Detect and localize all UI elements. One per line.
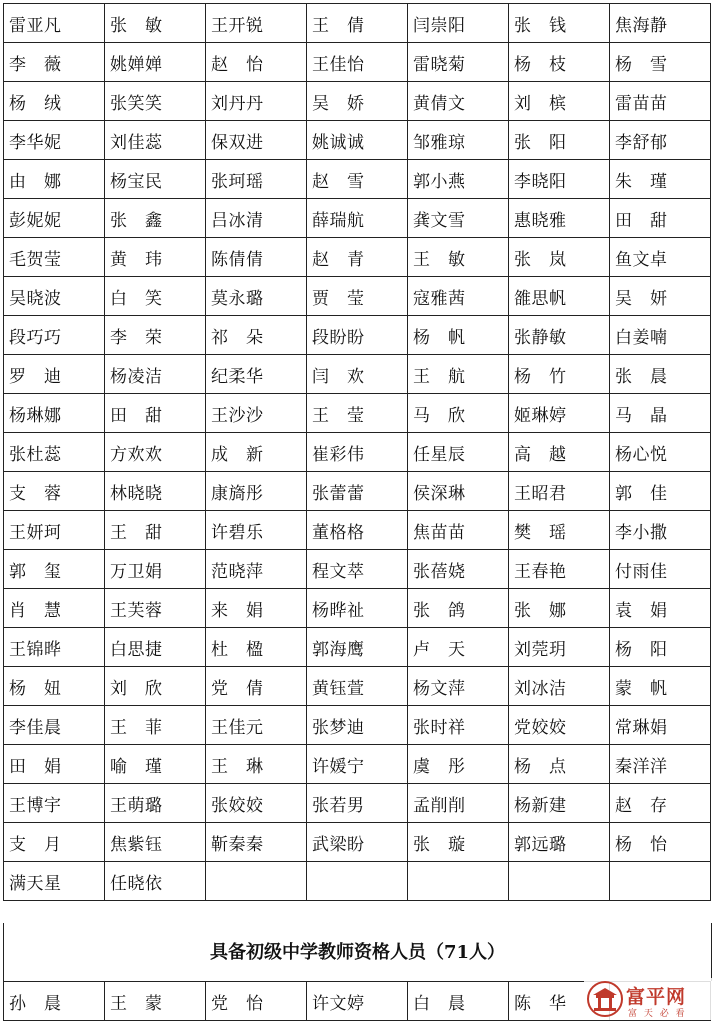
name-cell: 郭小燕 [408, 160, 509, 199]
name-cell: 杨琳娜 [4, 394, 105, 433]
name-cell: 惠晓雅 [509, 199, 610, 238]
name-cell [206, 862, 307, 901]
name-cell [509, 862, 610, 901]
name-cell: 杨文萍 [408, 667, 509, 706]
name-cell: 田 甜 [610, 199, 711, 238]
name-cell: 刘冰洁 [509, 667, 610, 706]
name-cell: 卢 天 [408, 628, 509, 667]
name-cell: 吴 妍 [610, 277, 711, 316]
name-cell: 杨 点 [509, 745, 610, 784]
name-cell: 王 甜 [105, 511, 206, 550]
name-cell: 杨 妞 [4, 667, 105, 706]
name-cell: 白思捷 [105, 628, 206, 667]
name-cell: 杨新建 [509, 784, 610, 823]
table-row [4, 355, 711, 394]
name-cell: 许文婷 [307, 982, 408, 1021]
name-cell: 杨心悦 [610, 433, 711, 472]
name-cell: 王 倩 [307, 4, 408, 43]
name-cell: 崔彩伟 [307, 433, 408, 472]
table-row [4, 628, 711, 667]
table-row [4, 160, 711, 199]
name-cell: 刘丹丹 [206, 82, 307, 121]
name-cell: 来 娟 [206, 589, 307, 628]
table-row [4, 589, 711, 628]
name-cell: 任星辰 [408, 433, 509, 472]
name-cell: 秦洋洋 [610, 745, 711, 784]
name-cell: 李舒郁 [610, 121, 711, 160]
name-cell: 王 菲 [105, 706, 206, 745]
name-cell: 程文萃 [307, 550, 408, 589]
name-cell: 王 莹 [307, 394, 408, 433]
name-cell: 雷苗苗 [610, 82, 711, 121]
name-cell: 段盼盼 [307, 316, 408, 355]
name-cell: 鱼文卓 [610, 238, 711, 277]
table-row [4, 394, 711, 433]
name-cell: 白 笑 [105, 277, 206, 316]
name-cell: 吴晓波 [4, 277, 105, 316]
name-cell: 支 蓉 [4, 472, 105, 511]
name-cell: 陈倩倩 [206, 238, 307, 277]
name-cell: 方欢欢 [105, 433, 206, 472]
name-cell: 张 阳 [509, 121, 610, 160]
name-cell: 王萌璐 [105, 784, 206, 823]
name-cell: 党 怡 [206, 982, 307, 1021]
pavilion-icon [586, 981, 624, 1017]
table-row [4, 433, 711, 472]
name-cell: 高 越 [509, 433, 610, 472]
name-cell: 薛瑞航 [307, 199, 408, 238]
name-cell: 杨 阳 [610, 628, 711, 667]
name-cell: 满天星 [4, 862, 105, 901]
name-cell: 李小撒 [610, 511, 711, 550]
name-cell: 杨 枝 [509, 43, 610, 82]
section-title: 具备初级中学教师资格人员（71人） [3, 923, 712, 981]
name-cell: 罗 迪 [4, 355, 105, 394]
name-cell: 姬琳婷 [509, 394, 610, 433]
name-cell: 雷晓菊 [408, 43, 509, 82]
name-cell: 杨 绒 [4, 82, 105, 121]
name-cell: 靳秦秦 [206, 823, 307, 862]
table-row [4, 277, 711, 316]
name-cell: 毛贺莹 [4, 238, 105, 277]
name-cell: 李 薇 [4, 43, 105, 82]
name-cell: 李佳晨 [4, 706, 105, 745]
watermark-logo [584, 978, 712, 1020]
name-cell: 杨 雪 [610, 43, 711, 82]
name-cell: 吴 娇 [307, 82, 408, 121]
name-cell: 刘莞玥 [509, 628, 610, 667]
name-cell: 姚诚诚 [307, 121, 408, 160]
table-row [4, 706, 711, 745]
name-cell: 杜 楹 [206, 628, 307, 667]
name-cell: 贾 莹 [307, 277, 408, 316]
name-cell: 张 璇 [408, 823, 509, 862]
name-cell: 王开锐 [206, 4, 307, 43]
name-cell: 肖 慧 [4, 589, 105, 628]
table-row [4, 199, 711, 238]
table-row [4, 82, 711, 121]
table-row [4, 511, 711, 550]
name-cell: 虞 彤 [408, 745, 509, 784]
name-cell: 杨 怡 [610, 823, 711, 862]
name-cell: 张 钱 [509, 4, 610, 43]
name-cell: 保双进 [206, 121, 307, 160]
name-cell: 康旖彤 [206, 472, 307, 511]
name-cell: 张杜蕊 [4, 433, 105, 472]
name-cell: 赵 存 [610, 784, 711, 823]
name-cell: 邹雅琼 [408, 121, 509, 160]
name-cell: 张 岚 [509, 238, 610, 277]
name-cell: 张 晨 [610, 355, 711, 394]
name-cell: 寇雅茜 [408, 277, 509, 316]
name-cell: 许媛宁 [307, 745, 408, 784]
name-cell: 张 鑫 [105, 199, 206, 238]
name-cell: 张静敏 [509, 316, 610, 355]
table-row [4, 862, 711, 901]
name-cell: 张蓓娆 [408, 550, 509, 589]
table-row [4, 472, 711, 511]
name-cell: 孙 晨 [4, 982, 105, 1021]
name-cell: 焦紫钰 [105, 823, 206, 862]
name-cell: 张若男 [307, 784, 408, 823]
name-cell: 张时祥 [408, 706, 509, 745]
name-cell: 黄钰萱 [307, 667, 408, 706]
name-cell: 王昭君 [509, 472, 610, 511]
name-cell: 喻 瑾 [105, 745, 206, 784]
name-cell: 郭 玺 [4, 550, 105, 589]
name-cell: 杨 帆 [408, 316, 509, 355]
name-cell: 郭 佳 [610, 472, 711, 511]
table-row [4, 121, 711, 160]
table-row [4, 667, 711, 706]
name-cell: 王妍珂 [4, 511, 105, 550]
name-cell: 焦苗苗 [408, 511, 509, 550]
name-cell: 李华妮 [4, 121, 105, 160]
table-row [4, 550, 711, 589]
name-cell: 赵 雪 [307, 160, 408, 199]
name-cell: 张珂瑶 [206, 160, 307, 199]
name-cell: 王锦晔 [4, 628, 105, 667]
name-cell: 张 娜 [509, 589, 610, 628]
table-row [4, 745, 711, 784]
name-cell: 李 荣 [105, 316, 206, 355]
name-cell: 闫 欢 [307, 355, 408, 394]
name-cell: 任晓依 [105, 862, 206, 901]
name-cell: 武梁盼 [307, 823, 408, 862]
name-cell: 刘 槟 [509, 82, 610, 121]
name-cell: 赵 青 [307, 238, 408, 277]
name-cell: 龚文雪 [408, 199, 509, 238]
name-cell [408, 862, 509, 901]
name-cell: 陈 华 [509, 982, 610, 1021]
name-cell: 杨 竹 [509, 355, 610, 394]
name-cell: 樊 瑶 [509, 511, 610, 550]
name-cell: 许碧乐 [206, 511, 307, 550]
name-cell: 王芙蓉 [105, 589, 206, 628]
name-cell: 吕冰清 [206, 199, 307, 238]
name-cell: 由 娜 [4, 160, 105, 199]
name-cell: 张梦迪 [307, 706, 408, 745]
name-cell: 马 晶 [610, 394, 711, 433]
name-cell: 郭远璐 [509, 823, 610, 862]
name-cell: 李晓阳 [509, 160, 610, 199]
name-cell: 党 倩 [206, 667, 307, 706]
name-cell: 张姣姣 [206, 784, 307, 823]
name-cell: 王佳怡 [307, 43, 408, 82]
name-cell: 董格格 [307, 511, 408, 550]
name-cell: 张 鸽 [408, 589, 509, 628]
name-cell: 黄倩文 [408, 82, 509, 121]
name-cell: 王 航 [408, 355, 509, 394]
name-cell: 雒思帆 [509, 277, 610, 316]
name-cell: 袁 娟 [610, 589, 711, 628]
name-cell: 王 蒙 [105, 982, 206, 1021]
name-cell: 王 敏 [408, 238, 509, 277]
name-cell: 王 琳 [206, 745, 307, 784]
name-cell: 林晓晓 [105, 472, 206, 511]
name-cell: 王博宇 [4, 784, 105, 823]
name-cell: 万卫娟 [105, 550, 206, 589]
name-cell: 祁 朵 [206, 316, 307, 355]
name-cell: 侯深琳 [408, 472, 509, 511]
name-cell: 张笑笑 [105, 82, 206, 121]
name-cell: 田 甜 [105, 394, 206, 433]
name-cell: 焦海静 [610, 4, 711, 43]
name-cell: 刘 欣 [105, 667, 206, 706]
watermark-subtext: 富 天 必 看 [628, 1009, 687, 1019]
name-cell: 常琳娟 [610, 706, 711, 745]
table-row [4, 4, 711, 43]
name-cell: 田 娟 [4, 745, 105, 784]
name-cell: 姚婵婵 [105, 43, 206, 82]
name-cell: 赵 怡 [206, 43, 307, 82]
name-cell: 党姣姣 [509, 706, 610, 745]
name-cell: 雷亚凡 [4, 4, 105, 43]
table-row [4, 43, 711, 82]
name-cell: 白姜喃 [610, 316, 711, 355]
table-row [4, 238, 711, 277]
name-cell: 马 欣 [408, 394, 509, 433]
name-cell: 纪柔华 [206, 355, 307, 394]
name-cell [610, 862, 711, 901]
name-cell: 段巧巧 [4, 316, 105, 355]
name-cell: 彭妮妮 [4, 199, 105, 238]
name-cell: 杨凌洁 [105, 355, 206, 394]
table-row [4, 316, 711, 355]
name-cell: 范晓萍 [206, 550, 307, 589]
watermark-text: 富平网 [626, 986, 687, 1008]
name-cell: 蒙 帆 [610, 667, 711, 706]
name-cell: 黄 玮 [105, 238, 206, 277]
name-cell: 闫崇阳 [408, 4, 509, 43]
name-cell: 杨宝民 [105, 160, 206, 199]
name-cell: 刘佳蕊 [105, 121, 206, 160]
table-row [4, 784, 711, 823]
name-cell: 朱 瑾 [610, 160, 711, 199]
name-cell: 郭海鹰 [307, 628, 408, 667]
name-cell [307, 862, 408, 901]
name-cell: 付雨佳 [610, 550, 711, 589]
name-cell: 莫永璐 [206, 277, 307, 316]
name-cell: 支 月 [4, 823, 105, 862]
name-cell: 王沙沙 [206, 394, 307, 433]
name-cell: 白 晨 [408, 982, 509, 1021]
name-cell: 张 敏 [105, 4, 206, 43]
name-cell: 王佳元 [206, 706, 307, 745]
name-cell: 张蕾蕾 [307, 472, 408, 511]
name-cell: 杨晔祉 [307, 589, 408, 628]
name-cell: 王春艳 [509, 550, 610, 589]
name-cell: 孟削削 [408, 784, 509, 823]
name-cell: 成 新 [206, 433, 307, 472]
name-table [3, 3, 711, 901]
table-row [4, 823, 711, 862]
